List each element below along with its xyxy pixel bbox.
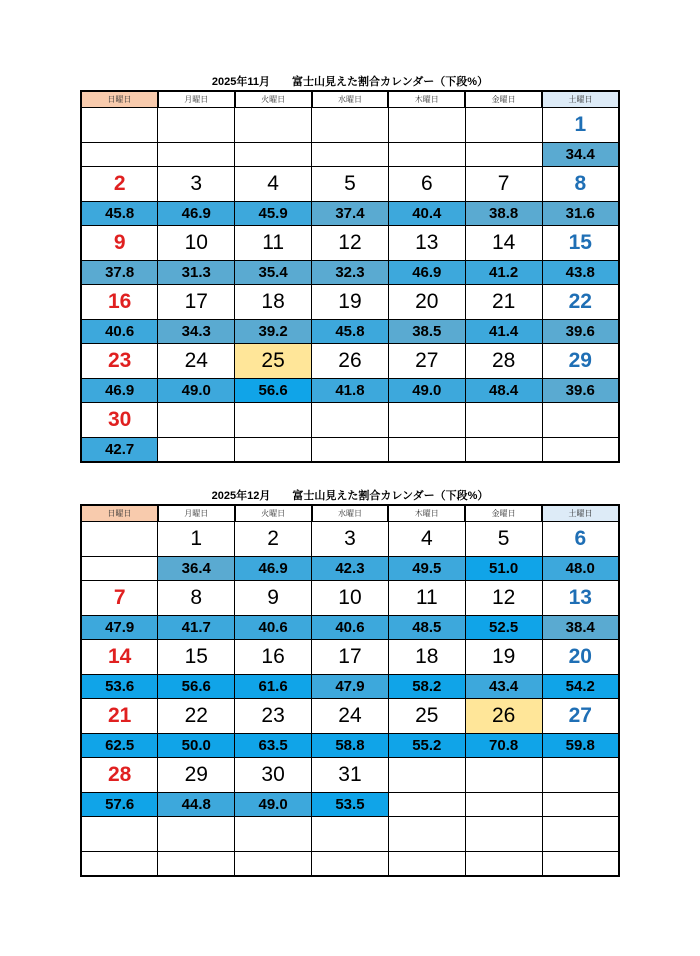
percentage-cell: 57.6 [81,793,158,817]
percentage-cell: 58.8 [312,734,389,758]
percentage-cell [235,438,312,463]
percentage-row [81,734,619,758]
percentage-cell [542,793,619,817]
calendar-title: 2025年12月 富士山見えた割合カレンダー（下段%） [211,490,489,502]
day-row [81,758,619,793]
day-row [81,285,619,320]
percentage-cell: 46.9 [158,202,235,226]
percentage-cell [158,852,235,877]
percentage-cell: 61.6 [235,675,312,699]
day-cell [465,817,542,852]
day-cell: 5 [465,522,542,557]
day-cell: 1 [158,522,235,557]
day-cell: 30 [81,403,158,438]
day-row [81,226,619,261]
day-row [81,403,619,438]
weekday-header [81,91,619,108]
percentage-cell: 34.3 [158,320,235,344]
weekday-header-cell: 日曜日 [81,91,158,108]
day-cell: 4 [235,167,312,202]
day-cell: 17 [158,285,235,320]
day-cell: 31 [312,758,389,793]
percentage-cell: 31.6 [542,202,619,226]
percentage-cell: 31.3 [158,261,235,285]
day-cell: 14 [465,226,542,261]
percentage-cell: 38.8 [465,202,542,226]
percentage-cell: 36.4 [158,557,235,581]
percentage-row [81,438,619,463]
day-cell: 26 [465,699,542,734]
percentage-cell: 46.9 [388,261,465,285]
day-cell: 8 [542,167,619,202]
day-cell: 11 [235,226,312,261]
percentage-row [81,379,619,403]
percentage-cell: 34.4 [542,143,619,167]
weekday-header [81,505,619,522]
percentage-cell: 40.6 [81,320,158,344]
percentage-cell [235,852,312,877]
percentage-cell [81,557,158,581]
percentage-cell: 46.9 [235,557,312,581]
percentage-cell [542,852,619,877]
day-cell: 29 [158,758,235,793]
percentage-cell [81,852,158,877]
day-cell [542,403,619,438]
day-row [81,344,619,379]
day-cell: 3 [312,522,389,557]
percentage-cell: 41.8 [312,379,389,403]
day-cell: 6 [388,167,465,202]
percentage-cell: 58.2 [388,675,465,699]
day-cell: 11 [388,581,465,616]
day-row [81,640,619,675]
percentage-cell [388,143,465,167]
percentage-cell [158,143,235,167]
day-cell: 18 [235,285,312,320]
day-cell: 7 [81,581,158,616]
percentage-cell [158,438,235,463]
day-cell [81,522,158,557]
day-cell [542,817,619,852]
day-cell: 27 [388,344,465,379]
day-cell: 28 [81,758,158,793]
day-cell [235,108,312,143]
percentage-cell [465,793,542,817]
day-cell: 20 [388,285,465,320]
day-cell: 9 [81,226,158,261]
percentage-cell [312,852,389,877]
day-cell [388,403,465,438]
percentage-cell: 56.6 [158,675,235,699]
percentage-cell: 49.0 [388,379,465,403]
day-cell: 5 [312,167,389,202]
day-cell: 23 [235,699,312,734]
day-cell [465,403,542,438]
weekday-header-cell: 火曜日 [235,91,312,108]
day-cell: 17 [312,640,389,675]
percentage-cell: 45.9 [235,202,312,226]
percentage-cell: 56.6 [235,379,312,403]
percentage-cell [388,438,465,463]
day-cell: 10 [158,226,235,261]
percentage-row [81,143,619,167]
day-cell: 24 [312,699,389,734]
percentage-cell: 62.5 [81,734,158,758]
percentage-row [81,320,619,344]
percentage-cell [388,852,465,877]
day-cell: 9 [235,581,312,616]
weekday-header-cell: 木曜日 [388,505,465,522]
day-cell [388,758,465,793]
day-cell [388,108,465,143]
day-cell: 25 [388,699,465,734]
day-cell: 13 [388,226,465,261]
weekday-header-cell: 月曜日 [158,505,235,522]
day-cell: 30 [235,758,312,793]
percentage-cell: 39.6 [542,379,619,403]
day-cell: 4 [388,522,465,557]
weekday-header-cell: 水曜日 [312,505,389,522]
percentage-cell: 38.5 [388,320,465,344]
percentage-cell: 41.2 [465,261,542,285]
calendar-grid [80,504,620,877]
percentage-row [81,202,619,226]
percentage-cell: 48.4 [465,379,542,403]
day-row [81,522,619,557]
percentage-cell: 44.8 [158,793,235,817]
percentage-cell: 46.9 [81,379,158,403]
day-cell [388,817,465,852]
day-cell [81,817,158,852]
percentage-cell: 53.5 [312,793,389,817]
day-cell: 13 [542,581,619,616]
percentage-cell: 43.8 [542,261,619,285]
calendar-grid [80,90,620,463]
percentage-cell: 51.0 [465,557,542,581]
day-cell: 29 [542,344,619,379]
percentage-cell: 40.6 [312,616,389,640]
percentage-cell [465,852,542,877]
day-cell: 2 [235,522,312,557]
day-cell [158,817,235,852]
day-cell [312,108,389,143]
day-cell: 21 [81,699,158,734]
percentage-cell: 37.8 [81,261,158,285]
percentage-row [81,852,619,877]
percentage-cell: 40.4 [388,202,465,226]
percentage-cell: 37.4 [312,202,389,226]
percentage-cell [81,143,158,167]
percentage-cell: 32.3 [312,261,389,285]
day-cell [235,817,312,852]
percentage-cell: 45.8 [312,320,389,344]
percentage-cell: 53.6 [81,675,158,699]
day-cell: 2 [81,167,158,202]
day-cell: 1 [542,108,619,143]
day-cell: 15 [542,226,619,261]
percentage-cell: 55.2 [388,734,465,758]
percentage-cell: 42.7 [81,438,158,463]
percentage-cell: 38.4 [542,616,619,640]
percentage-row [81,557,619,581]
percentage-row [81,616,619,640]
day-cell: 16 [235,640,312,675]
percentage-cell: 47.9 [312,675,389,699]
percentage-cell: 43.4 [465,675,542,699]
percentage-cell: 41.7 [158,616,235,640]
percentage-cell: 59.8 [542,734,619,758]
day-cell [81,108,158,143]
percentage-cell [465,143,542,167]
day-cell: 22 [542,285,619,320]
percentage-cell: 35.4 [235,261,312,285]
day-cell: 28 [465,344,542,379]
day-row [81,167,619,202]
day-row [81,108,619,143]
percentage-cell: 39.6 [542,320,619,344]
day-cell: 12 [465,581,542,616]
day-cell [312,817,389,852]
day-cell [465,108,542,143]
day-cell: 6 [542,522,619,557]
percentage-cell: 63.5 [235,734,312,758]
day-cell [235,403,312,438]
percentage-cell [312,143,389,167]
percentage-cell: 50.0 [158,734,235,758]
day-cell [542,758,619,793]
day-row [81,581,619,616]
percentage-row [81,675,619,699]
day-cell: 7 [465,167,542,202]
percentage-cell [388,793,465,817]
percentage-cell [542,438,619,463]
calendar-body [81,108,619,463]
day-cell: 19 [312,285,389,320]
day-cell: 14 [81,640,158,675]
day-cell: 3 [158,167,235,202]
weekday-header-cell: 火曜日 [235,505,312,522]
day-row [81,817,619,852]
percentage-row [81,261,619,285]
calendar-body [81,522,619,877]
percentage-cell: 49.0 [158,379,235,403]
percentage-cell: 47.9 [81,616,158,640]
calendar-december [80,488,620,877]
weekday-header-cell: 木曜日 [388,91,465,108]
day-cell [312,403,389,438]
day-cell: 20 [542,640,619,675]
day-cell: 15 [158,640,235,675]
day-cell: 18 [388,640,465,675]
percentage-cell [465,438,542,463]
percentage-cell: 49.5 [388,557,465,581]
percentage-cell: 39.2 [235,320,312,344]
percentage-cell: 40.6 [235,616,312,640]
percentage-cell: 48.5 [388,616,465,640]
day-cell [158,108,235,143]
percentage-cell: 45.8 [81,202,158,226]
day-cell: 27 [542,699,619,734]
percentage-cell: 52.5 [465,616,542,640]
percentage-cell [312,438,389,463]
day-cell: 23 [81,344,158,379]
percentage-cell: 42.3 [312,557,389,581]
weekday-header-cell: 金曜日 [465,505,542,522]
day-cell: 26 [312,344,389,379]
weekday-header-cell: 月曜日 [158,91,235,108]
weekday-header-cell: 日曜日 [81,505,158,522]
day-cell: 8 [158,581,235,616]
calendar-title: 2025年11月 富士山見えた割合カレンダー（下段%） [211,76,489,88]
weekday-header-cell: 水曜日 [312,91,389,108]
weekday-header-cell: 金曜日 [465,91,542,108]
day-cell [465,758,542,793]
day-cell: 21 [465,285,542,320]
day-cell: 24 [158,344,235,379]
percentage-cell [235,143,312,167]
day-row [81,699,619,734]
percentage-cell: 49.0 [235,793,312,817]
day-cell [158,403,235,438]
weekday-header-cell: 土曜日 [542,505,619,522]
day-cell: 25 [235,344,312,379]
day-cell: 12 [312,226,389,261]
percentage-cell: 48.0 [542,557,619,581]
day-cell: 10 [312,581,389,616]
percentage-cell: 41.4 [465,320,542,344]
day-cell: 22 [158,699,235,734]
day-cell: 19 [465,640,542,675]
day-cell: 16 [81,285,158,320]
percentage-row [81,793,619,817]
calendar-november [80,74,620,463]
weekday-header-cell: 土曜日 [542,91,619,108]
percentage-cell: 54.2 [542,675,619,699]
percentage-cell: 70.8 [465,734,542,758]
